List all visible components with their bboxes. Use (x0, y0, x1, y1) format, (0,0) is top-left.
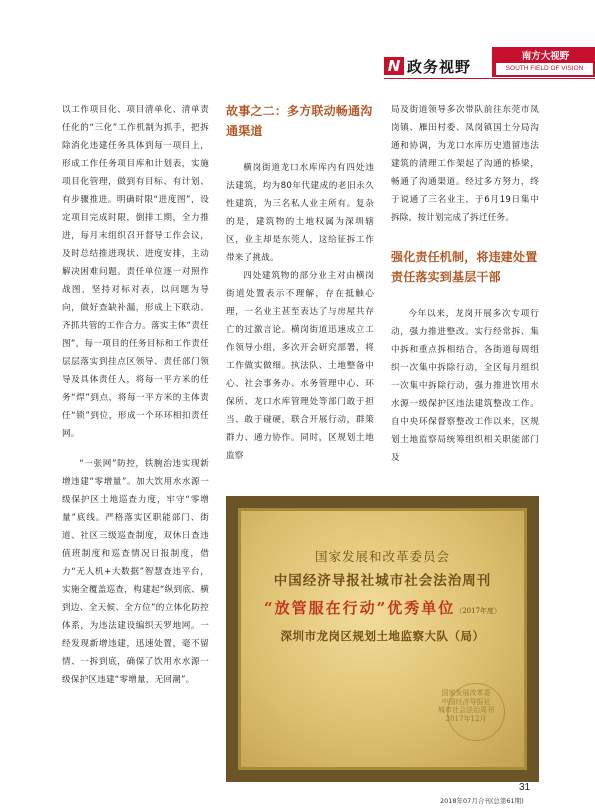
story-heading: 故事之二：多方联动畅通沟通渠道 (226, 104, 373, 138)
right-paragraph-1: 局及街道领导多次带队前往东莞市凤岗镇、雁田村委、凤岗镇国土分局沟通和协调，为龙口水库历史遗留违法建筑的清理工作架起了沟通的桥梁，畅通了沟通渠道。经过多方努力，终于说通了三名业主，于6月19日集中拆除，按计划完成了拆迁任务。 (391, 105, 539, 223)
publication-badge (492, 47, 595, 77)
column-title: 政务视野 (407, 58, 472, 76)
publication-logo: N (384, 57, 404, 75)
seal-text: 国家发展改革委 中国经济导报社 城市社会法治周刊 2017年12月 (438, 689, 494, 723)
header-divider (384, 78, 595, 79)
left-column (62, 101, 209, 689)
page-number: 31 (519, 782, 531, 793)
publication-name-en: SOUTH FIELD OF VISION (496, 63, 593, 75)
right-paragraph-2: 今年以来，龙岗开展多次专项行动，强力推进整改。实行经常拆、集中拆和重点拆相结合，各街道每周组织一次集中拆除行动，全区每月组织一次集中拆除行动，强力推进饮用水水源一级保护区违法建筑整改工作。自中央环保督察整改工作以来，区规划土地监察局统筹组织相关职能部门及 (391, 309, 539, 463)
publication-brand (384, 47, 595, 77)
section-heading: 强化责任机制，将违建处置责任落实到基层干部 (391, 250, 538, 284)
left-paragraph-1: 以工作项目化、项目清单化、清单责任化的“三化”工作机制为抓手，把拆除消化违建任务具体到每一项目上，形成工作任务项目库和计划表，实施项目化管理，做到有目标、有计划、有步骤推进。明确时限“进度图”，设定项目完成时限，倒排工期，全力推进，每月末组织召开督导工作会议，及时总结推进现状、进度安排，主动解决困难问题。责任单位逐一对照作战图，坚持对标对表，以问题为导向，做好查缺补漏，形成上下联动、齐抓共管的工作合力。落实主体“责任图”，每一项目的任务目标和工作责任层层落实到挂点区领导、责任部门领导及具体责任人，将每一平方米的任务“焊”到点，将每一平方米的主体责任“锁”到位，形成一个环环相扣责任网。 (62, 105, 209, 439)
plaque-year-note: （2017年度） (455, 607, 502, 615)
right-column (391, 101, 539, 467)
middle-column (226, 101, 374, 465)
plaque-face (238, 508, 527, 770)
middle-paragraph-2: 四处建筑物的部分业主对由横岗街道处置表示不理解，存在抵触心理，一名业主甚至表达了与房屋共存亡的过激言论。横岗街道迅速成立工作领导小组，多次开会研究部署，将工作做实做细。执法队、土地整备中心、社会事务办、水务管理中心、环保所、龙口水库管理处等部门敢于担当、敢于碰硬，联合开展行动，群策群力、通力协作。同时，区规划土地监察 (226, 271, 374, 461)
left-paragraph-2: “一张网”防控，铁腕治违实现新增违建“零增量”。加大饮用水水源一级保护区土地巡查力度，牢守“零增量”底线。严格落实区职能部门、街道、社区三级巡查制度，双休日查违值班制度和巡查情况日报制度，借力“无人机+大数据”智慧查违平台，实施全覆盖巡查，构建起“纵到底、横到边、全天候、全方位”的立体化防控体系，为违法建设编织天罗地网。一经发现新增违建，迅速处置，毫不留情、一拆到底，确保了饮用水水源一级保护区违建“零增量，无回潮”。 (62, 459, 209, 685)
plaque-recipient: 深圳市龙岗区规划土地监察大队（局） (280, 629, 485, 643)
issue-info: 2018年07月合刊(总第61期) (440, 797, 524, 805)
publication-name: 南方大视野 (521, 51, 570, 62)
award-plaque-photo (226, 496, 539, 782)
plaque-publisher: 中国经济导报社城市社会法治周刊 (273, 573, 492, 589)
plaque-award-text: “放管服在行动”优秀单位 (263, 599, 456, 617)
middle-paragraph-1: 横岗街道龙口水库库内有四处违法建筑，均为80年代建成的老旧永久性建筑，为三名私人业主所有。复杂的是，建筑物的土地权属为深圳辖区，业主却是东莞人，这给征拆工作带来了挑战。 (226, 163, 374, 263)
plaque-award-title (241, 597, 524, 618)
plaque-issuer: 国家发展和改革委员会 (314, 549, 450, 564)
